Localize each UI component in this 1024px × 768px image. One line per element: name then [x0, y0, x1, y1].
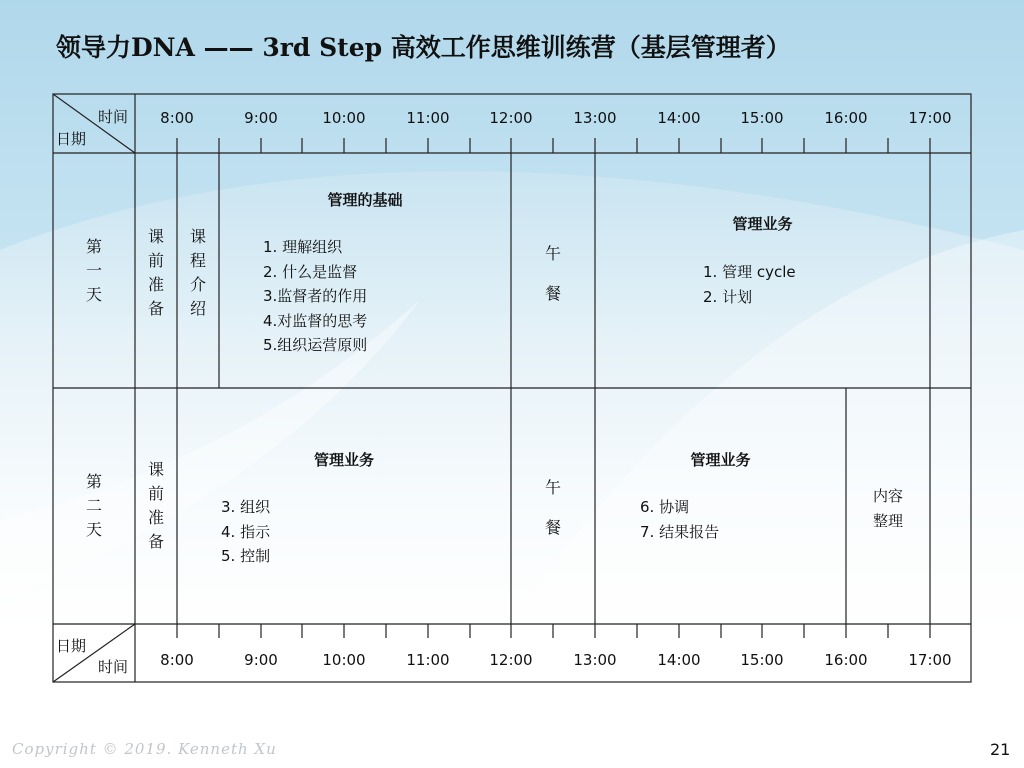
list-item: 6. 协调 — [640, 498, 690, 516]
footer-corner-time: 时间 — [98, 658, 129, 676]
header-time-label: 14:00 — [657, 109, 701, 127]
header-corner-time: 时间 — [98, 108, 129, 126]
header-time-label: 10:00 — [322, 109, 366, 127]
list-item: 3. 组织 — [221, 498, 271, 516]
day2-block2-list — [640, 495, 719, 544]
list-item: 5. 控制 — [221, 547, 271, 565]
footer-time-label: 12:00 — [489, 651, 533, 669]
day1-block2-title: 管理业务 — [732, 215, 793, 233]
footer-time-label: 8:00 — [160, 651, 194, 669]
header-time-label: 17:00 — [908, 109, 952, 127]
day2-content-review-cell: 内容 整理 — [872, 487, 903, 530]
day2-lunch-cell: 午 餐 — [544, 478, 561, 537]
footer-time-label: 17:00 — [908, 651, 952, 669]
list-item: 2. 计划 — [703, 287, 753, 306]
header-time-label: 8:00 — [160, 109, 194, 127]
day1-label: 第 一 天 — [85, 237, 102, 304]
day1-block1-title: 管理的基础 — [327, 191, 403, 209]
footer-time-label: 16:00 — [824, 651, 868, 669]
header-time-label: 12:00 — [489, 109, 533, 127]
footer-time-label: 9:00 — [244, 651, 278, 669]
header-time-label: 11:00 — [406, 109, 450, 127]
header-time-label: 15:00 — [740, 109, 784, 127]
day2-block2-title: 管理业务 — [690, 451, 751, 469]
day2-block1-title: 管理业务 — [313, 451, 374, 469]
day2-label: 第 二 天 — [85, 472, 102, 539]
list-item: 3.监督者的作用 — [263, 287, 368, 305]
header-time-label: 16:00 — [824, 109, 868, 127]
footer-time-label: 11:00 — [406, 651, 450, 669]
day1-block1-list — [263, 235, 367, 358]
list-item: 2. 什么是监督 — [263, 262, 358, 281]
day1-course-intro-cell: 课 程 介 绍 — [189, 227, 206, 318]
day1-lunch-cell: 午 餐 — [544, 244, 561, 303]
list-item: 1. 理解组织 — [263, 238, 343, 256]
header-time-label: 13:00 — [573, 109, 617, 127]
day2-block1-list — [221, 495, 270, 569]
footer-time-label: 15:00 — [740, 651, 784, 669]
copyright-text: Copyright © 2019. Kenneth Xu — [12, 740, 277, 758]
list-item: 4.对监督的思考 — [263, 311, 368, 330]
list-item: 5.组织运营原则 — [263, 336, 368, 354]
list-item: 1. 管理 cycle — [703, 263, 796, 281]
day1-block2-list — [703, 260, 796, 309]
header-corner-date: 日期 — [56, 130, 87, 148]
page-number: 21 — [990, 740, 1011, 759]
header-time-label: 9:00 — [244, 109, 278, 127]
footer-corner-date: 日期 — [56, 637, 87, 655]
day2-pre-class-cell: 课 前 准 备 — [147, 460, 164, 551]
day1-pre-class-cell: 课 前 准 备 — [147, 227, 164, 318]
footer-time-label: 13:00 — [573, 651, 617, 669]
footer-time-label: 10:00 — [322, 651, 366, 669]
list-item: 7. 结果报告 — [640, 522, 720, 541]
page-title: 领导力DNA —— 3rd Step 高效工作思维训练营（基层管理者） — [56, 33, 791, 62]
footer-time-label: 14:00 — [657, 651, 701, 669]
list-item: 4. 指示 — [221, 522, 271, 541]
